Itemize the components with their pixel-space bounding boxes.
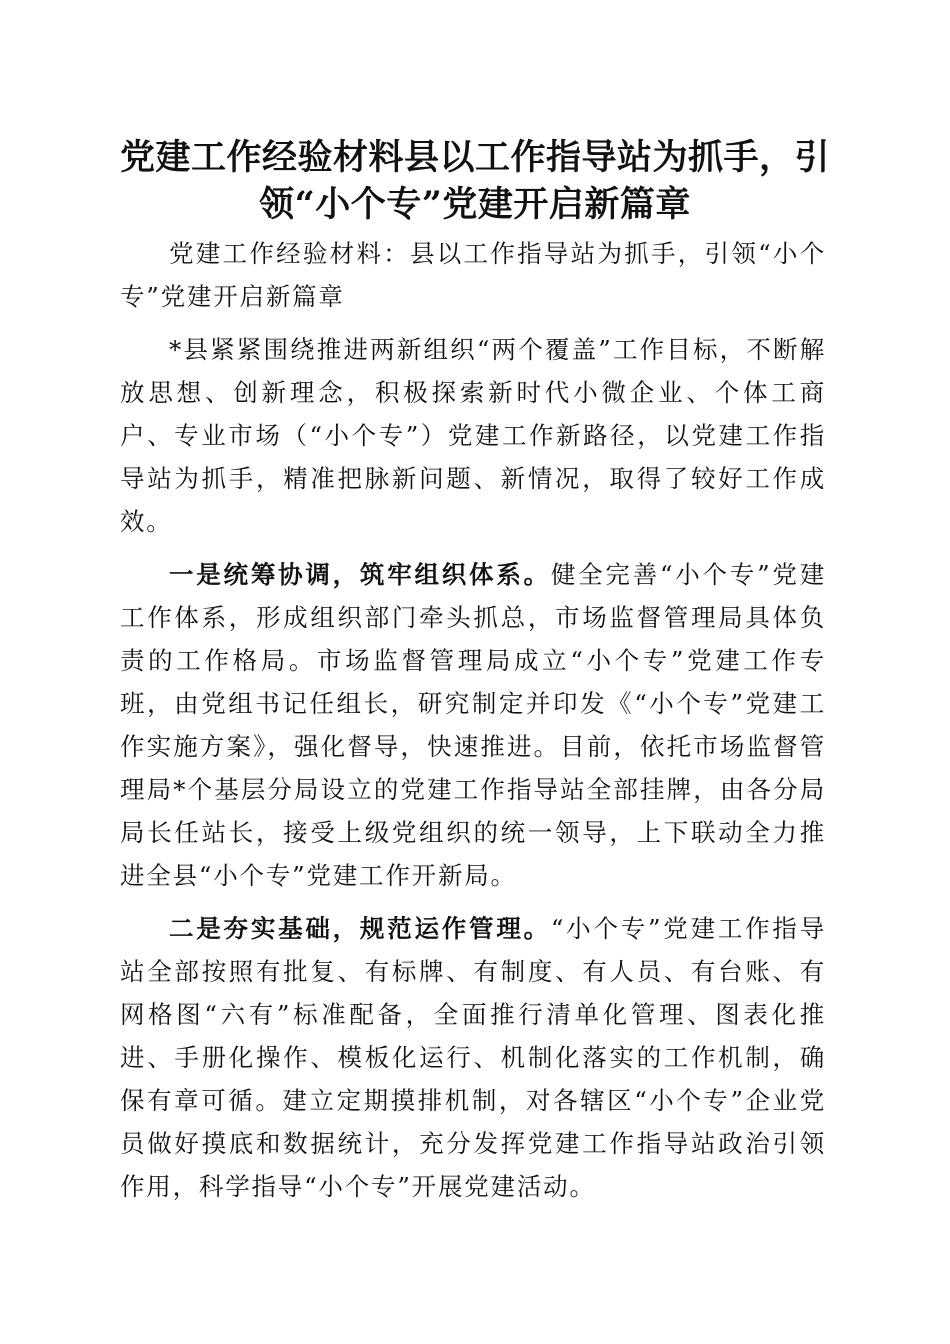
- document-body: [120, 232, 826, 1218]
- document-title: 党建工作经验材料县以工作指导站为抓手，引领“小个专”党建开启新篇章: [119, 137, 830, 225]
- section-paragraph-2: [120, 907, 826, 1208]
- intro-paragraph: *县紧紧围绕推进两新组织“两个覆盖”工作目标，不断解放思想、创新理念，积极探索新时代小微企业、个体工商户、专业市场（“小个专”）党建工作新路径，以党建工作指导站为抓手，精准把脉新问题、新情况，取得了较好工作成效。: [120, 335, 826, 536]
- section-1-lead: 一是统筹协调，筑牢组织体系。: [169, 560, 551, 589]
- section-1-text: 健全完善“小个专”党建工作体系，形成组织部门牵头抓总，市场监督管理局具体负责的工作格局。市场监督管理局成立“小个专”党建工作专班，由党组书记任组长，研究制定并印发《“小个专”党建工作实施方案》，强化督导，快速推进。目前，依托市场监督管理局*个基层分局设立的党建工作指导站全部挂牌，由各分局局长任站长，接受上级党组织的统一领导，上下联动全力推进全县“小个专”党建工作开新局。: [120, 560, 826, 890]
- document-subtitle: 党建工作经验材料：县以工作指导站为抓手，引领“小个专”党建开启新篇章: [120, 239, 826, 311]
- section-2-lead: 二是夯实基础，规范运作管理。: [169, 914, 551, 943]
- section-2-text: “小个专”党建工作指导站全部按照有批复、有标牌、有制度、有人员、有台账、有网格图“六有”标准配备，全面推行清单化管理、图表化推进、手册化操作、模板化运行、机制化落实的工作机制，确保有章可循。建立定期摸排机制，对各辖区“小个专”企业党员做好摸底和数据统计，充分发挥党建工作指导站政治引领作用，科学指导“小个专”开展党建活动。: [120, 914, 826, 1201]
- section-paragraph-1: [120, 553, 826, 897]
